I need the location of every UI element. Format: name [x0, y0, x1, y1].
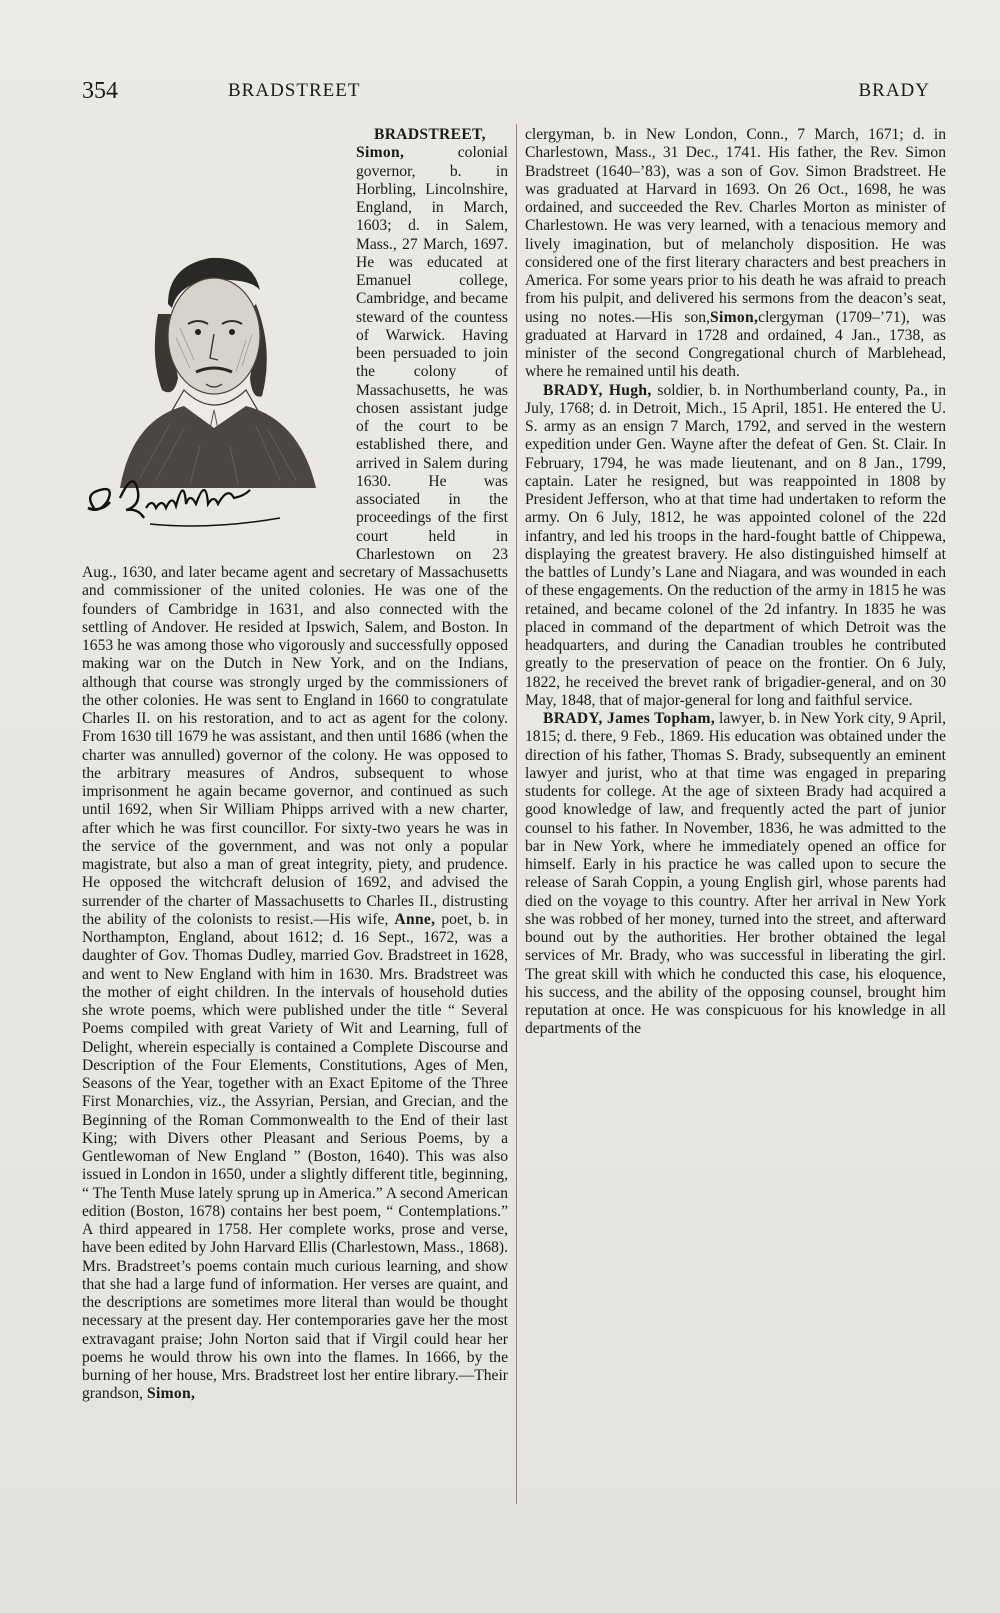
- page-number: 354: [82, 78, 118, 104]
- headword-hugh-brady: BRADY, Hugh,: [543, 381, 652, 399]
- portrait-image: [80, 128, 348, 546]
- headword-simon-bradstreet: BRADSTREET, Simon,: [356, 126, 486, 162]
- headword-james-topham-brady: BRADY, James Topham,: [543, 710, 716, 727]
- right-running-head: BRADY: [858, 80, 930, 101]
- entry-text: soldier, b. in Northumberland county, Pa., in July, 1768; d. in Detroit, Mich., 15 April, 1851. He entered the U. S. army as an ensign 7 March, 1792, and served in the western expedition under Gen. Wayne after the defeat of Gen. St. Clair. In February, 1794, he was made lieutenant, and on 8 Jan., 1799, captain. Later he resigned, but was reappointed in 1808 by President Jefferson, who at that time had undertaken to reform the army. On 6 July, 1812, he was appointed colonel of the 22d infantry, and led his troops in the hard-fought battle of Chippewa, displaying the greatest bravery. He also distinguished himself at the battles of Lundy’s Lane and Niagara, and was wounded in each of these engagements. On the reduction of the army in 1815 he was retained, and became colonel of the 2d infantry. In 1835 he was placed in command of the department of which Detroit was the headquarters, and during the Canadian troubles he contributed greatly to the preservation of peace on the frontier. On 6 July, 1822, he received the brevet rank of brigadier-general, and on 30 May, 1848, that of major-general for long and faithful service.: [525, 381, 946, 709]
- headword-simon-son: Simon,: [710, 308, 759, 326]
- entry-text: colonial governor, b. in Horbling, Lincolnshire, England, in March, 1603; d. in Salem, Mass., 27 March, 1697. He was educated at Emanuel college, Cambridge, and became steward of the countess of Warwick. Having been persuaded to join the colony of Massachusetts, he was chosen assistant judge of the court to be established there, and arrived in Salem during 1630. He was associated in the proceedings of the first court held in Charlestown on 23 Aug., 1630, and later became agent and secretary of Massachusetts and commissioner of the united colonies. He was one of the founders of Cambridge in 1631, and also connected with the settling of Andover. He resided at Ipswich, Salem, and Boston. In 1653 he was among those who vigorously and successfully opposed making war on the Dutch in New York, and on the Indians, although that course was strongly urged by the commissioners of the other colonies. He was sent to England in 1660 to congratulate Charles II. on his restoration, and to act as agent for the colony. From 1630 till 1679 he was assistant, and then until 1686 (when the charter was annulled) governor of the colony. He was opposed to the arbitrary measures of Andros, subsequent to whose imprisonment he again became governor, and continued as such until 1692, when Sir William Phipps arrived with a new charter, after which he was first councillor. For sixty-two years he was in the service of the government, and was not only a popular magistrate, but also a man of great integrity, piety, and prudence. He opposed the witchcraft delusion of 1692, and advised the surrender of the charter of Massachusetts to Charles II., distrusting the ability of the colonists to resist.—His wife,: [82, 144, 508, 928]
- entry-text: clergyman, b. in New London, Conn., 7 March, 1671; d. in Charlestown, Mass., 31 Dec., 1741. His father, the Rev. Simon Bradstreet (1640–’83), was a son of Gov. Simon Bradstreet. He was graduated at Harvard in 1693. On 26 Oct., 1698, he was ordained, and succeeded the Rev. Charles Morton as minister of Charlestown. He was very learned, with a tenacious memory and lively imagination, but of melancholy disposition. He was considered one of the first literary characters and best preachers in America. For some years prior to his death he was afraid to preach from his pulpit, and delivered his sermons from the deacon’s seat, using no notes.—His son,: [525, 126, 946, 326]
- left-column: [82, 126, 508, 1404]
- entry-text: poet, b. in Northampton, England, about 1612; d. 16 Sept., 1672, was a daughter of Gov. Thomas Dudley, married Gov. Bradstreet in 1628, and went to New England with him in 1630. Mrs. Bradstreet was the mother of eight children. In the intervals of household duties she wrote poems, which were published under the title “ Several Poems compiled with great Variety of Wit and Learning, full of Delight, wherein especially is contained a Complete Discourse and Description of the Four Elements, Constitutions, Ages of Men, Seasons of the Year, together with an Exact Epitome of the Three First Monarchies, viz., the Assyrian, Persian, and Grecian, and the Beginning of the Roman Commonwealth to the End of their last King; with Divers other Pleasant and Serious Poems, by a Gentlewoman of New England ” (Boston, 1640). This was also issued in London in 1650, under a slightly different title, beginning, “ The Tenth Muse lately sprung up in America.” A second American edition (Boston, 1678) contains her best poem, “ Contemplations.” A third appeared in 1758. Her complete works, prose and verse, have been edited by John Harvard Ellis (Charlestown, Mass., 1868). Mrs. Bradstreet’s poems contain much curious learning, and show that she had a large fund of information. Her verses are quaint, and the descriptions are sometimes more literal than would be thought necessary at the present day. Her contemporaries gave her the most extravagant praise; John Norton said that if Virgil could hear her poems he would throw his own into the flames. In 1666, by the burning of her house, Mrs. Bradstreet lost her entire library.—Their grandson,: [82, 910, 508, 1403]
- headword-anne: Anne,: [394, 910, 436, 928]
- right-column: [525, 126, 946, 1039]
- running-header: [82, 78, 930, 108]
- portrait-engraving: [80, 128, 348, 546]
- entry-james-topham-brady: [525, 710, 946, 1039]
- entry-simon-bradstreet: [82, 126, 508, 1404]
- column-rule: [516, 124, 517, 1504]
- entry-continuation: [525, 126, 946, 382]
- entry-hugh-brady: [525, 382, 946, 711]
- left-running-head: BRADSTREET: [228, 80, 361, 101]
- entry-text: lawyer, b. in New York city, 9 April, 1815; d. there, 9 Feb., 1869. His education was obtained under the direction of his father, Thomas S. Brady, subsequently an eminent lawyer and jurist, who at that time was engaged in preparing students for college. At the age of sixteen Brady had acquired a good knowledge of law, and frequently acted the part of junior counsel to his father. In November, 1836, he was admitted to the bar in New York, where he immediately opened an office for himself. Early in his practice he was called upon to secure the release of Sarah Coppin, a young English girl, whose parents had died on the voyage to this country. After her arrival in New York she was robbed of her money, turned into the street, and afterward bound out by the authorities. Her brother obtained the legal services of Mr. Brady, who was successful in liberating the girl. The great skill with which he conducted this case, his eloquence, his success, and the ability of the opposing counsel, brought him reputation at once. He was conspicuous for his knowledge in all departments of the: [525, 710, 947, 1038]
- headword-simon-grandson: Simon,: [146, 1385, 196, 1403]
- entry-text: clergyman (1709–’71), was graduated at Harvard in 1728 and ordained, 4 Jan., 1738, as minister of the second Congregational church of Marblehead, where he remained until his death.: [525, 308, 946, 381]
